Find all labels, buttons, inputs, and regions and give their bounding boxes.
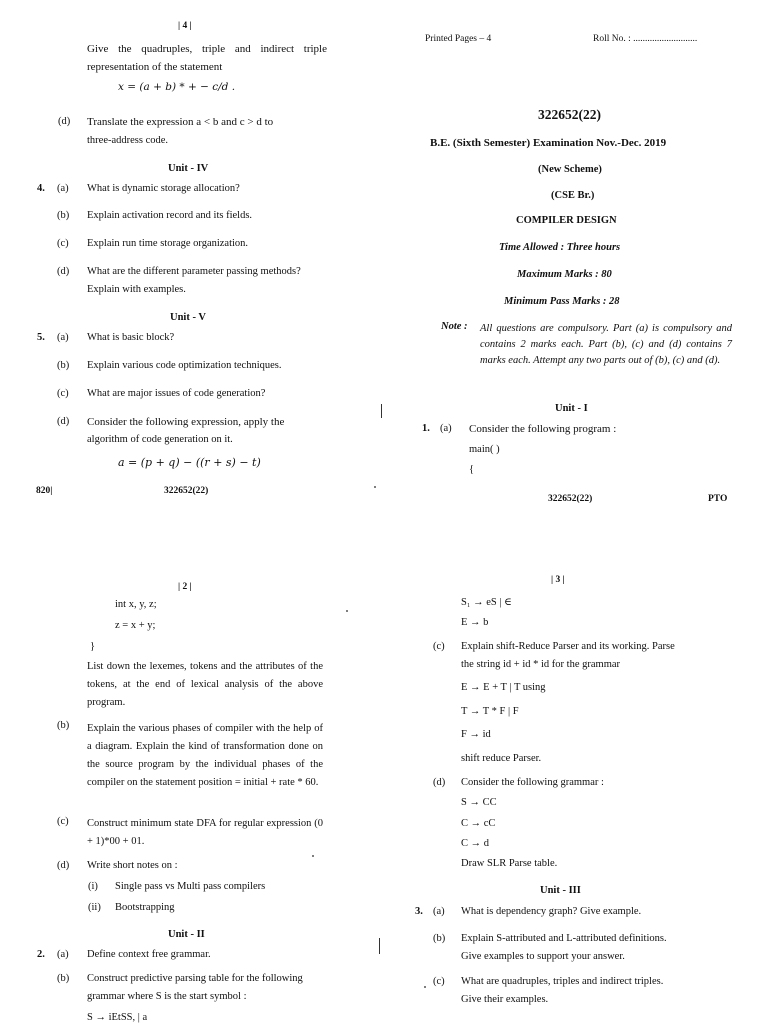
question-4d-label: (d) — [57, 266, 70, 277]
question-5b-text: Explain various code optimization techniques. — [87, 360, 282, 371]
paper-code-heading: 322652(22) — [538, 107, 601, 122]
roll-number-field: Roll No. : ........................... — [593, 34, 698, 44]
minimum-pass-marks: Minimum Pass Marks : 28 — [504, 296, 620, 307]
footer-paper-code: 322652(22) — [548, 494, 593, 504]
unit-iv-heading: Unit - IV — [168, 163, 209, 174]
grammar2-c2-rule: C → d — [461, 838, 490, 849]
question-5b-label: (b) — [57, 360, 70, 371]
question-3c-text-line1: What are quadruples, triples and indirect triples. — [461, 976, 664, 987]
question-1d-text: Write short notes on : — [87, 860, 178, 871]
question-3c-expression: x = (a + b) * + − c/d . — [118, 81, 236, 93]
question-5a-text: What is basic block? — [87, 332, 175, 343]
question-1b-label: (b) — [57, 720, 70, 731]
question-4a-label: (a) — [57, 183, 69, 194]
code-open-brace: { — [469, 464, 475, 475]
page-number: | 2 | — [178, 582, 192, 592]
subject-title: COMPILER DESIGN — [516, 215, 617, 226]
question-2c-text-line1: Explain shift-Reduce Parser and its working. Parse — [461, 641, 675, 652]
scan-speck — [424, 986, 426, 988]
question-5-number: 5. — [37, 332, 45, 343]
grammar2-s-rule: S → CC — [461, 797, 497, 808]
footer-paper-code: 322652(22) — [164, 486, 209, 496]
question-1a-continued: List down the lexemes, tokens and the attributes of the tokens, at the end of lexical analysis of the above program. — [87, 661, 323, 708]
unit-i-heading: Unit - I — [555, 403, 588, 414]
question-2c-label: (c) — [433, 641, 445, 652]
question-3a-text: What is dependency graph? Give example. — [461, 906, 642, 917]
question-5d-label: (d) — [57, 416, 70, 427]
question-4d-text-line2: Explain with examples. — [87, 284, 186, 295]
question-2a-text: Define context free grammar. — [87, 949, 211, 960]
question-5d-text-line2: algorithm of code generation on it. — [87, 434, 233, 445]
question-2b-text-line2: grammar where S is the start symbol : — [87, 991, 247, 1002]
footer-pto: PTO — [708, 494, 728, 504]
question-2b-text-line1: Construct predictive parsing table for the following — [87, 973, 303, 984]
question-5a-label: (a) — [57, 332, 69, 343]
scan-speck — [346, 610, 348, 612]
question-2d-label: (d) — [433, 777, 446, 788]
footer-left-mark: 820| — [36, 486, 53, 496]
question-1d-label: (d) — [57, 860, 70, 871]
code-main: main( ) — [469, 444, 500, 455]
question-3b-text-line1: Explain S-attributed and L-attributed definitions. — [461, 933, 667, 944]
scan-speck — [312, 855, 314, 857]
question-1d-i-text: Single pass vs Multi pass compilers — [115, 881, 266, 892]
question-3c-label: (c) — [433, 976, 445, 987]
question-4d-text-line1: What are the different parameter passing methods? — [87, 266, 301, 277]
time-allowed: Time Allowed : Three hours — [499, 242, 621, 253]
grammar-e-production: E → b — [461, 617, 489, 628]
unit-iii-heading: Unit - III — [540, 885, 581, 896]
scan-mark — [379, 938, 380, 954]
question-1d-ii-label: (ii) — [88, 902, 101, 913]
branch-label: (CSE Br.) — [551, 190, 595, 201]
code-declaration: int x, y, z; — [115, 599, 157, 610]
question-3b-label: (b) — [433, 933, 446, 944]
unit-v-heading: Unit - V — [170, 312, 206, 323]
question-3c-text: Give the quadruples, triple and indirect triple representation of the statement — [87, 43, 327, 73]
question-3b-text-line2: Give examples to support your answer. — [461, 951, 625, 962]
grammar-f-rule: F → id — [461, 729, 491, 740]
question-3d-label: (d) — [58, 116, 71, 127]
question-1a-label: (a) — [440, 423, 452, 434]
question-5d-expression: a = (p + q) − ((r + s) − t) — [118, 456, 261, 469]
question-3d-text-line1: Translate the expression a < b and c > d to — [87, 116, 274, 128]
question-5c-label: (c) — [57, 388, 69, 399]
question-1-number: 1. — [422, 423, 430, 434]
question-5c-text: What are major issues of code generation? — [87, 388, 266, 399]
printed-pages: Printed Pages – 4 — [425, 34, 492, 44]
question-1d-ii-text: Bootstrapping — [115, 902, 175, 913]
question-4c-label: (c) — [57, 238, 69, 249]
question-2-number: 2. — [37, 949, 45, 960]
grammar2-c1-rule: C → cC — [461, 818, 496, 829]
page-number: | 4 | — [178, 21, 192, 31]
question-1d-i-label: (i) — [88, 881, 98, 892]
question-1c-label: (c) — [57, 816, 69, 827]
grammar-t-rule: T → T * F | F — [461, 706, 519, 717]
question-3a-label: (a) — [433, 906, 445, 917]
scan-speck — [374, 486, 376, 488]
question-4b-label: (b) — [57, 210, 70, 221]
question-2b-grammar: S → iEtSS, | a — [87, 1012, 148, 1023]
question-2d-text: Consider the following grammar : — [461, 777, 604, 788]
exam-title: B.E. (Sixth Semester) Examination Nov.-Dec. 2019 — [430, 137, 667, 149]
question-5d-text-line1: Consider the following expression, apply the — [87, 416, 285, 428]
question-1b-text: Explain the various phases of compiler with the help of a diagram. Explain the kind of transformation done on the source program by the individual phases of the compiler on the statement position = initial + rate * 60. — [87, 723, 323, 788]
grammar-e-rule: E → E + T | T using — [461, 682, 546, 693]
scheme-label: (New Scheme) — [538, 164, 602, 175]
question-4-number: 4. — [37, 183, 45, 194]
question-3-number: 3. — [415, 906, 423, 917]
unit-ii-heading: Unit - II — [168, 929, 205, 940]
question-2d-task: Draw SLR Parse table. — [461, 858, 558, 869]
question-1c-text: Construct minimum state DFA for regular expression (0 + 1)*00 + 01. — [87, 818, 323, 847]
question-1a-text: Consider the following program : — [469, 423, 617, 435]
question-2a-label: (a) — [57, 949, 69, 960]
question-4b-text: Explain activation record and its fields. — [87, 210, 253, 221]
scan-mark — [381, 404, 382, 418]
note-label: Note : — [441, 321, 468, 332]
code-close-brace: } — [90, 641, 96, 652]
maximum-marks: Maximum Marks : 80 — [517, 269, 612, 280]
question-3d-text-line2: three-address code. — [87, 135, 169, 146]
code-assignment: z = x + y; — [115, 620, 156, 631]
question-3c-text-line2: Give their examples. — [461, 994, 549, 1005]
grammar-s1-production: S₁ → eS | ∈ — [461, 597, 512, 608]
question-2c-text-line2: the string id + id * id for the grammar — [461, 659, 621, 670]
question-4c-text: Explain run time storage organization. — [87, 238, 249, 249]
page-number: | 3 | — [551, 575, 565, 585]
question-4a-text: What is dynamic storage allocation? — [87, 183, 240, 194]
note-text: All questions are compulsory. Part (a) is compulsory and contains 2 marks each. Part (b), (c) and (d) contains 7 marks each. Attempt any two parts out of (b), (c) and (d). — [480, 323, 732, 366]
question-2c-tail: shift reduce Parser. — [461, 753, 542, 764]
question-2b-label: (b) — [57, 973, 70, 984]
